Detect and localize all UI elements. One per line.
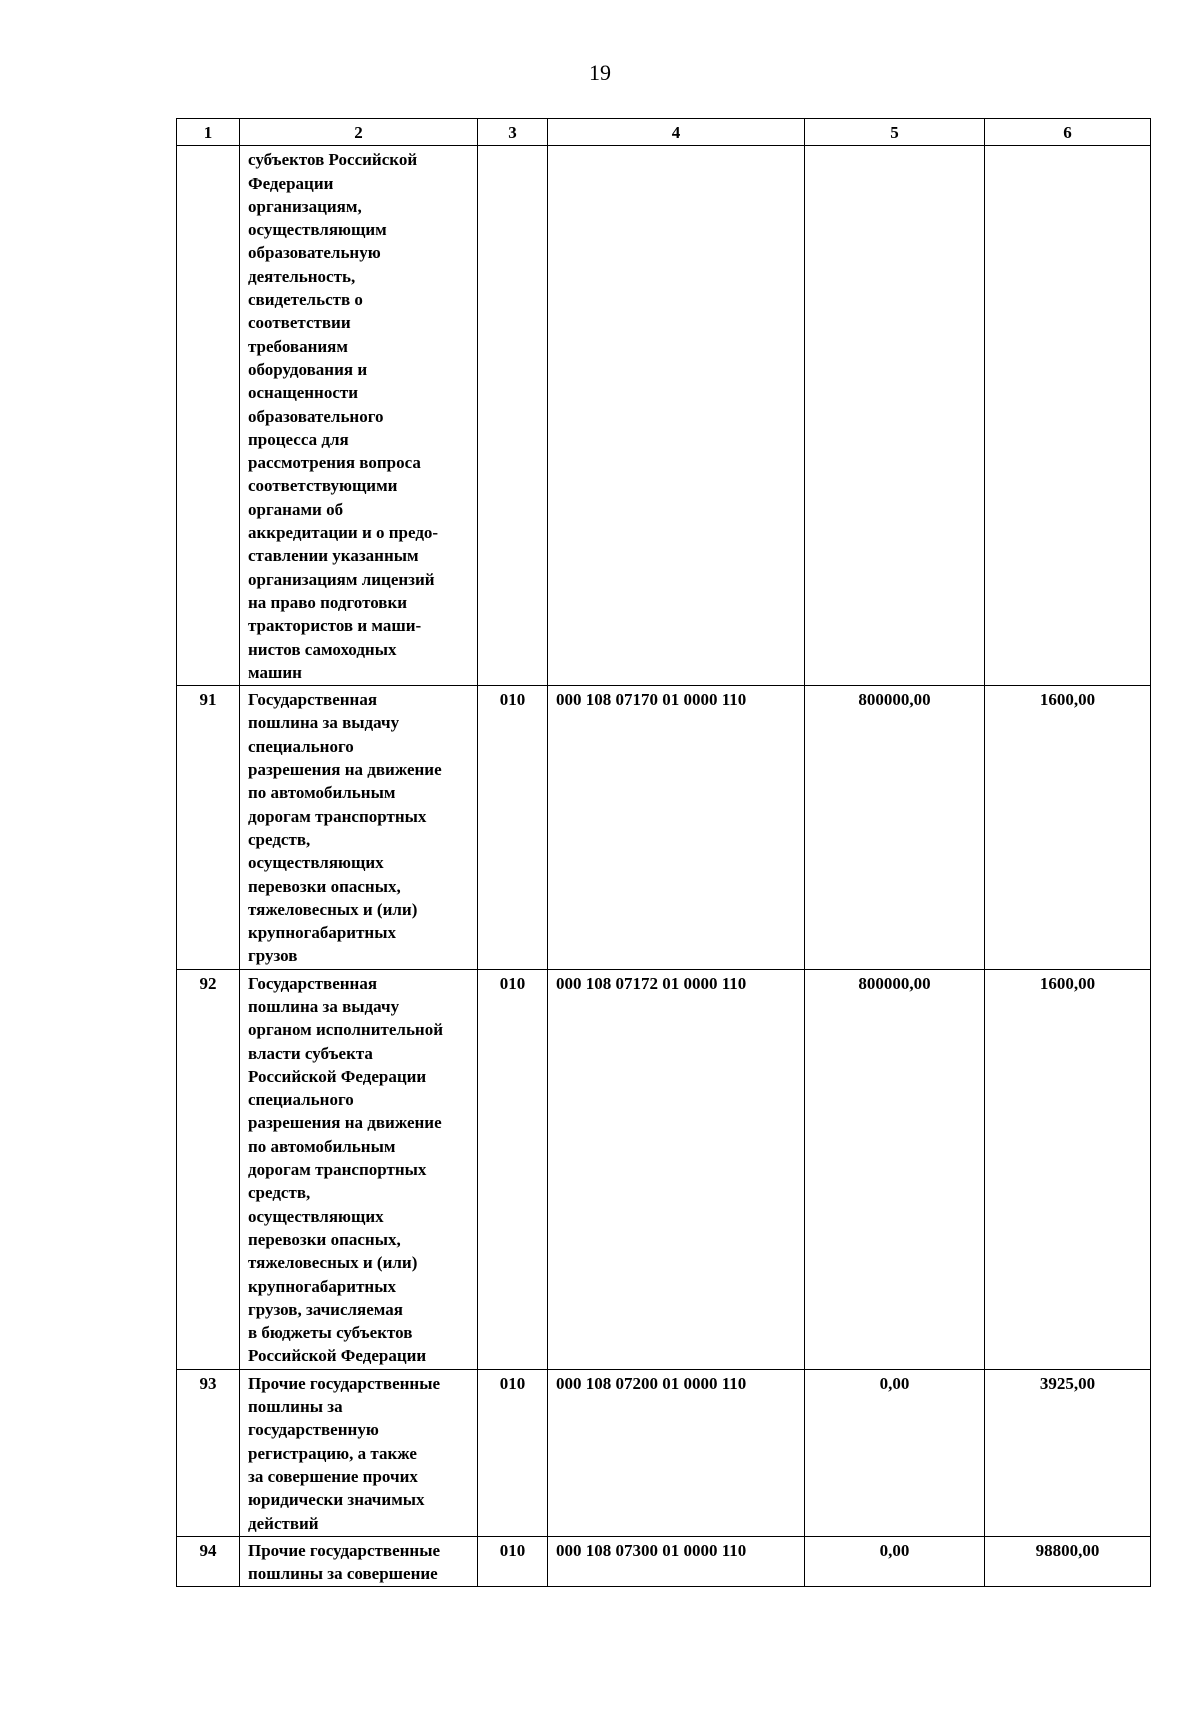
row-name: Государственная пошлина за выдачу специального разрешения на движение по автомобильным дорогам транспортных средств, осуществляющих перевозки опасных, тяжеловесных и (или) крупногабаритных грузов (240, 686, 478, 970)
revenue-table (176, 118, 1151, 1587)
row-code (478, 146, 548, 686)
row-kbk: 000 108 07300 01 0000 110 (548, 1536, 805, 1587)
header-row (177, 119, 1151, 146)
row-name: субъектов Российской Федерации организациям, осуществляющим образовательную деятельность, свидетельств о соответствии требованиям оборудования и оснащенности образовательного процесса для рассмотрения вопроса соответствующими органами об аккредитации и о предо- ставлении указанным организациям лицензий на право подготовки трактористов и маши- нистов самоходных машин (240, 146, 478, 686)
row-kbk: 000 108 07170 01 0000 110 (548, 686, 805, 970)
table-row (177, 1369, 1151, 1536)
row-plan: 800000,00 (805, 969, 985, 1369)
row-fact (985, 146, 1151, 686)
header-col-2: 2 (240, 119, 478, 146)
header-col-3: 3 (478, 119, 548, 146)
header-col-5: 5 (805, 119, 985, 146)
row-number: 91 (177, 686, 240, 970)
row-number: 94 (177, 1536, 240, 1587)
row-code: 010 (478, 1369, 548, 1536)
table-row (177, 686, 1151, 970)
page-number: 19 (589, 60, 611, 85)
table-row (177, 969, 1151, 1369)
row-name: Государственная пошлина за выдачу органом исполнительной власти субъекта Российской Федерации специального разрешения на движение по автомобильным дорогам транспортных средств, осуществляющих перевозки опасных, тяжеловесных и (или) крупногабаритных грузов, зачисляемая в бюджеты субъектов Российской Федерации (240, 969, 478, 1369)
row-fact: 1600,00 (985, 969, 1151, 1369)
row-plan: 800000,00 (805, 686, 985, 970)
header-col-1: 1 (177, 119, 240, 146)
row-name: Прочие государственные пошлины за совершение (240, 1536, 478, 1587)
row-name: Прочие государственные пошлины за государственную регистрацию, а также за совершение прочих юридически значимых действий (240, 1369, 478, 1536)
row-fact: 1600,00 (985, 686, 1151, 970)
row-kbk: 000 108 07200 01 0000 110 (548, 1369, 805, 1536)
header-col-6: 6 (985, 119, 1151, 146)
row-plan: 0,00 (805, 1536, 985, 1587)
row-code: 010 (478, 969, 548, 1369)
row-code: 010 (478, 1536, 548, 1587)
row-plan: 0,00 (805, 1369, 985, 1536)
row-fact: 98800,00 (985, 1536, 1151, 1587)
row-code: 010 (478, 686, 548, 970)
row-kbk (548, 146, 805, 686)
table-row (177, 146, 1151, 686)
table-row (177, 1536, 1151, 1587)
row-fact: 3925,00 (985, 1369, 1151, 1536)
row-number: 93 (177, 1369, 240, 1536)
row-number (177, 146, 240, 686)
row-kbk: 000 108 07172 01 0000 110 (548, 969, 805, 1369)
row-number: 92 (177, 969, 240, 1369)
header-col-4: 4 (548, 119, 805, 146)
row-plan (805, 146, 985, 686)
